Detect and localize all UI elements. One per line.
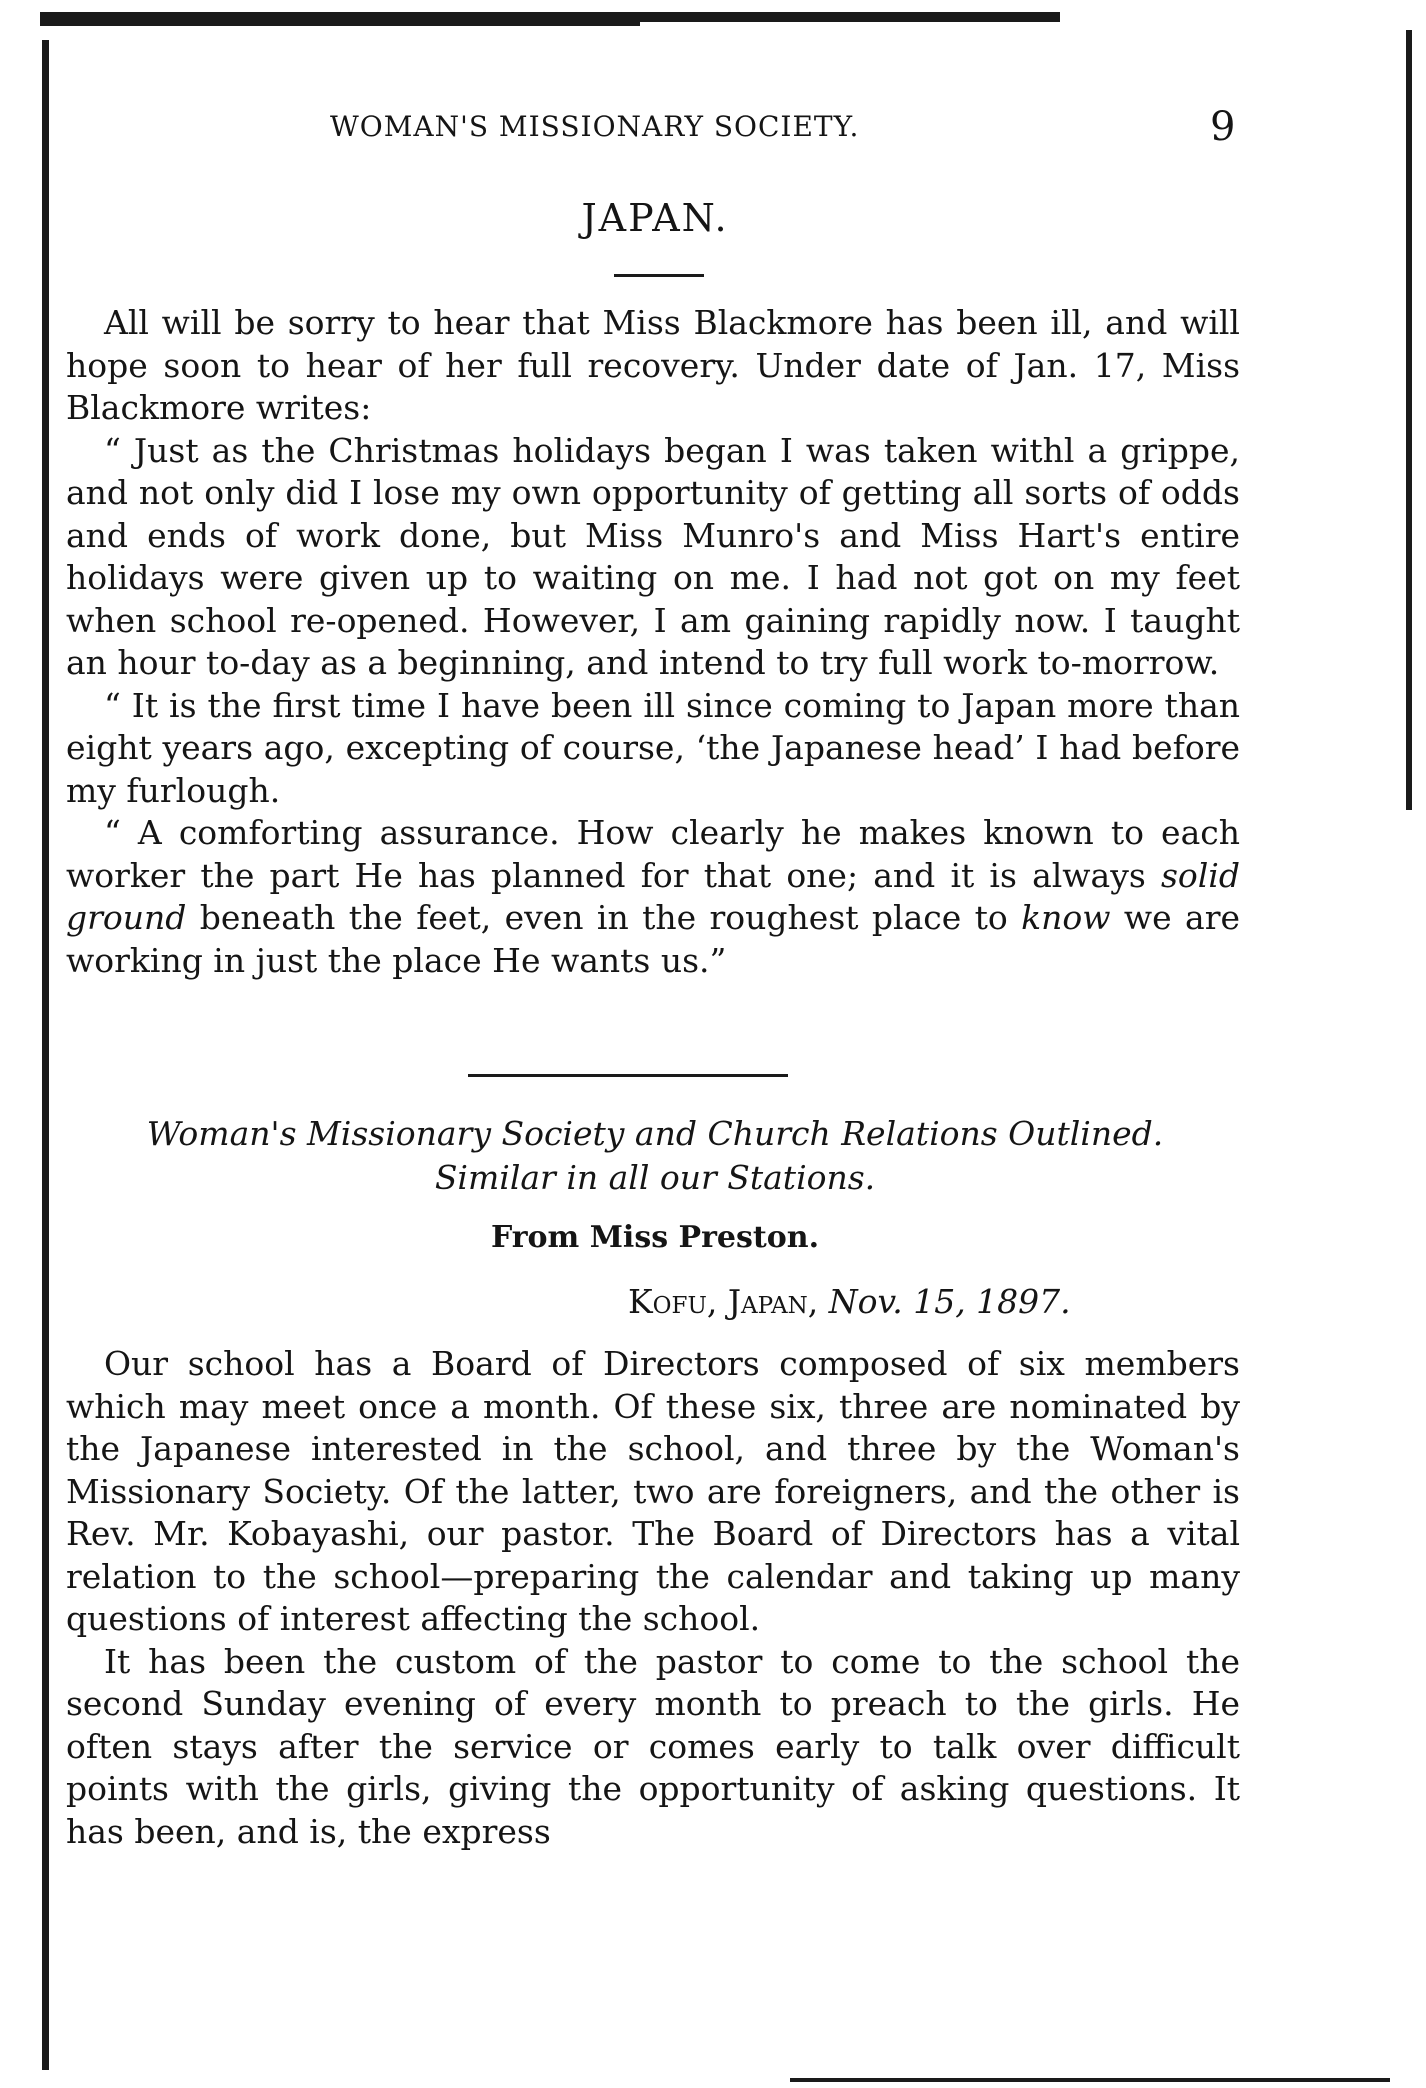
scan-edge-top-inner [40, 22, 640, 26]
page-number: 9 [1210, 104, 1236, 150]
scan-edge-left [42, 40, 49, 2070]
scan-edge-right [1406, 30, 1412, 810]
dateline-date: Nov. 15, 1897. [828, 1282, 1071, 1321]
article-title-line: Woman's Missionary Society and Church Relations Outlined. [146, 1114, 1164, 1153]
text-span: “ A comforting assurance. How clearly he makes known to each worker the part He has planned for that one; and it is always [66, 813, 1240, 895]
scan-edge-top [40, 12, 1060, 22]
emphasis-solid-ground: solid ground [66, 855, 1240, 937]
scan-edge-bottom [790, 2078, 1390, 2082]
paragraph: “ Just as the Christmas holidays began I was taken withl a grippe, and not only did I lose my own opportunity of getting all sorts of odds and ends of work done, but Miss Munro's and Miss Hart's entire holidays were given up to waiting on me. I had not got on my feet when school re-opened. However, I am gaining rapidly now. I taught an hour to-day as a beginning, and intend to try full work to-morrow. [66, 430, 1240, 682]
paragraph: All will be sorry to hear that Miss Blackmore has been ill, and will hope soon to hear of her full recovery. Under date of Jan. 17, Miss Blackmore writes: [66, 303, 1240, 427]
running-head [0, 104, 1426, 150]
paragraph-assurance [66, 812, 1240, 982]
byline: From Miss Preston. [490, 1220, 820, 1255]
text-span: beneath the feet, even in the roughest place to [186, 898, 1022, 937]
intro-text [66, 302, 1240, 982]
section-divider [614, 274, 704, 277]
article-divider [468, 1074, 788, 1077]
emphasis-know: know [1021, 898, 1111, 937]
article-text [66, 1343, 1240, 1853]
section-title: JAPAN. [581, 196, 729, 240]
article-subtitle-line: Similar in all our Stations. [434, 1158, 876, 1197]
dateline [628, 1282, 1071, 1321]
paragraph: “ It is the first time I have been ill since coming to Japan more than eight years ago, excepting of course, ‘the Japanese head’ I had before my furlough. [66, 685, 1240, 810]
text-span: we are working in just the place He wants us.” [66, 898, 1240, 980]
paragraph: Our school has a Board of Directors composed of six members which may meet once a month. Of these six, three are nominated by the Japanese interested in the school, and three by the Woman's Missionary Society. Of the latter, two are foreigners, and the other is Rev. Mr. Kobayashi, our pastor. The Board of Directors has a vital relation to the school—preparing the calendar and taking up many questions of interest affecting the school. [66, 1344, 1240, 1638]
running-title: WOMAN'S MISSIONARY SOCIETY. [330, 110, 860, 143]
dateline-place: Kofu, Japan, [628, 1282, 819, 1321]
article-title [60, 1112, 1250, 1200]
paragraph: It has been the custom of the pastor to come to the school the second Sunday evening of every month to preach to the girls. He often stays after the service or comes early to talk over difficult points with the girls, giving the opportunity of asking questions. It has been, and is, the express [66, 1641, 1240, 1851]
